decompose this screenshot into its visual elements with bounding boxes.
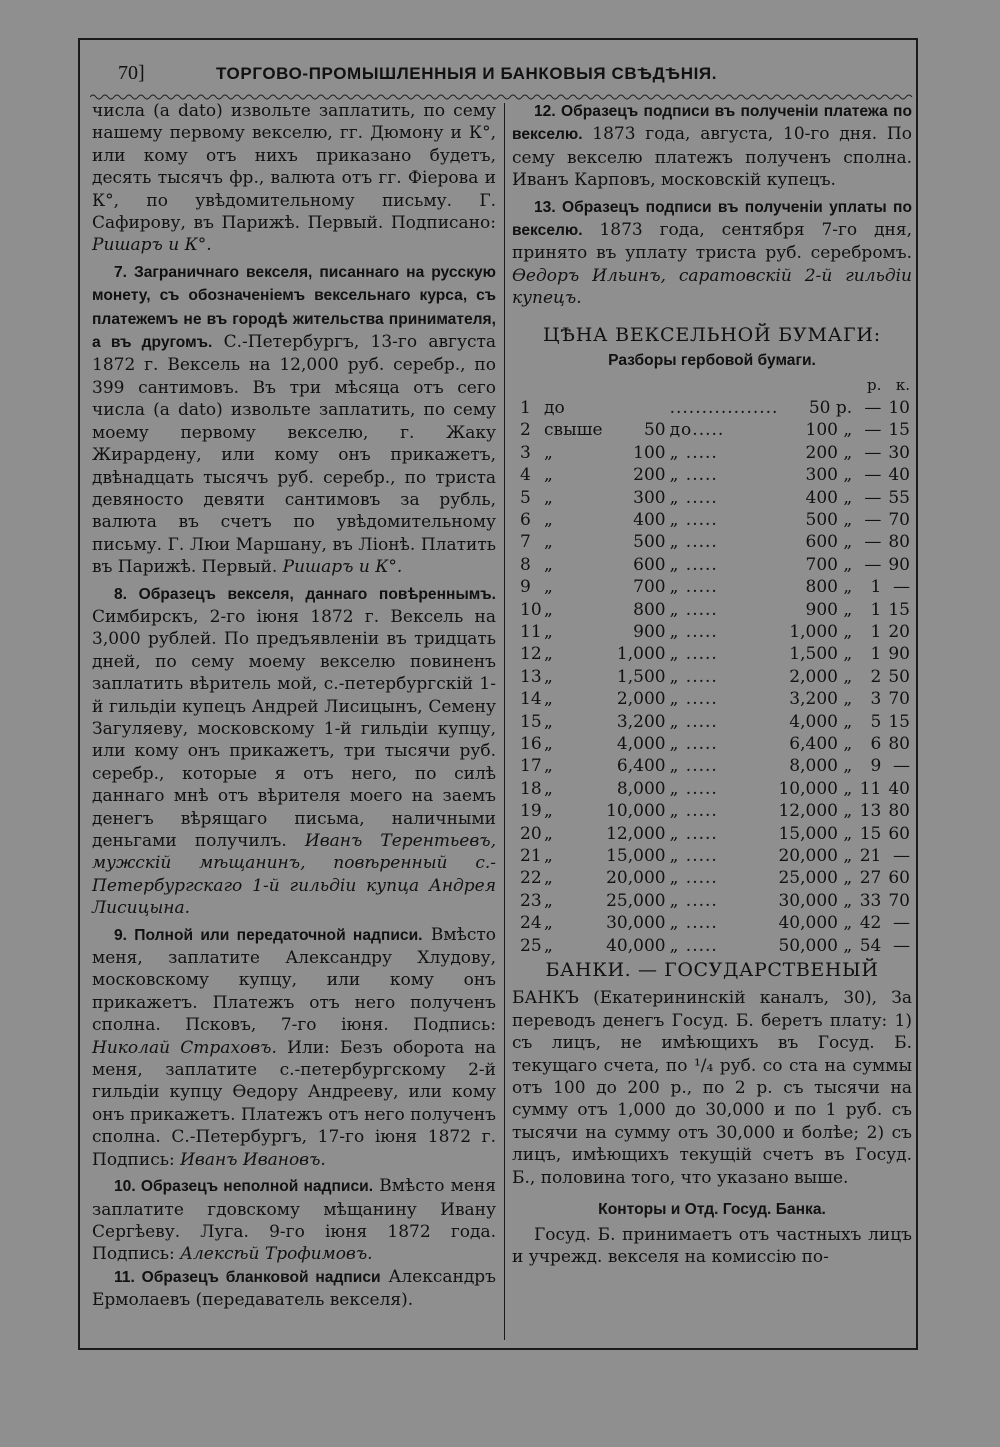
- fee-cell-r: —: [864, 465, 882, 486]
- fee-cell-no: 7: [520, 532, 531, 553]
- fee-table-row: [514, 823, 910, 845]
- fee-table-row: [514, 442, 910, 464]
- fee-cell-mid: „ .....: [669, 621, 718, 642]
- fee-cell-pre: „: [544, 778, 553, 799]
- signature: Ришаръ и К°.: [282, 557, 403, 578]
- fee-cell-r: 9: [870, 756, 882, 777]
- fee-cell-r: 1: [870, 621, 882, 642]
- fee-cell-r: 3: [870, 689, 882, 710]
- fee-cell-r: 42: [859, 913, 882, 934]
- fee-cell-no: 5: [520, 487, 531, 508]
- fee-cell-k: 15: [888, 420, 910, 441]
- section-13: 13. Образецъ подписи въ полученіи уплаты по векселю. 1873 года, сентября 7-го дня, принято въ уплату триста руб. серебромъ. Ѳедоръ Ильинъ, саратовскій 2-й гильдіи купецъ.: [512, 198, 912, 309]
- fee-cell-to: 3,200 „: [789, 689, 853, 710]
- fee-cell-to: 40,000 „: [778, 913, 853, 934]
- fee-cell-to: 300 „: [805, 465, 853, 486]
- fee-cell-r: 1: [870, 577, 882, 598]
- paragraph-continuation: числа (a dato) извольте заплатить, по сему нашему первому векселю, гг. Дюмону и К°, или кому отъ нихъ приказано будетъ, десять тысячъ фр., валюта отъ гг. Фіерова и К°, по увѣдомительному письму. Г. Сафирову, въ Парижѣ. Первый. Подписано: Ришаръ и К°.: [92, 101, 496, 256]
- fee-cell-from: 15,000: [606, 846, 666, 866]
- section-heading: 7. Заграничнаго векселя, писаннаго на русскую монету, съ обозначеніемъ вексельнаго курса, съ платежемъ не въ городѣ жительства принимателя, а въ другомъ.: [92, 263, 496, 352]
- fee-cell-from: [603, 397, 666, 419]
- fee-cell-to: 20,000 „: [778, 846, 853, 866]
- fee-cell-k: 30: [888, 442, 910, 463]
- fee-cell-mid: „ .....: [669, 823, 718, 844]
- fee-cell-mid: „ .....: [669, 846, 718, 866]
- fee-table-row: [514, 733, 910, 755]
- price-section-subtitle: Разборы гербовой бумаги.: [608, 352, 816, 370]
- fee-cell-pre: „: [544, 890, 553, 911]
- fee-cell-no: 6: [520, 509, 531, 530]
- page-number: 70]: [118, 62, 145, 84]
- fee-table-row: [514, 419, 910, 441]
- fee-cell-to: 700 „: [805, 554, 853, 575]
- fee-cell-pre: „: [544, 733, 553, 754]
- fee-cell-to: 15,000 „: [778, 823, 853, 844]
- fee-table-row: [514, 800, 910, 822]
- fee-cell-to: 12,000 „: [778, 801, 853, 822]
- fee-cell-mid: „ .....: [669, 890, 718, 911]
- fee-cell-no: 9: [520, 577, 531, 598]
- fee-cell-from: 50: [643, 420, 666, 441]
- fee-cell-mid: „ .....: [669, 554, 718, 575]
- fee-cell-to: 10,000 „: [778, 778, 853, 799]
- fee-cell-pre: свыше: [544, 420, 603, 441]
- left-column: [92, 100, 496, 1312]
- fee-table-row: [514, 778, 910, 800]
- fee-cell-pre: „: [544, 532, 553, 553]
- fee-cell-mid: до.....: [669, 420, 725, 441]
- fee-table-row: [514, 487, 910, 509]
- fee-cell-pre: „: [544, 689, 553, 710]
- fee-table-row: [514, 531, 910, 553]
- fee-cell-from: 8,000: [616, 778, 666, 799]
- fee-cell-r: —: [864, 442, 882, 463]
- fee-cell-to: 30,000 „: [778, 890, 853, 911]
- fee-cell-no: 23: [520, 890, 542, 911]
- fee-cell-from: 1,500: [616, 666, 666, 687]
- fee-cell-from: 700: [633, 577, 666, 598]
- fee-cell-from: 30,000: [606, 913, 666, 934]
- fee-cell-no: 2: [520, 420, 531, 441]
- fee-cell-no: 1: [520, 397, 531, 418]
- fee-cell-r: 1: [870, 644, 882, 665]
- fee-cell-to: 800 „: [805, 577, 853, 598]
- fee-cell-r: 15: [859, 823, 882, 844]
- page-header: [118, 58, 908, 94]
- fee-cell-from: 20,000: [606, 868, 666, 889]
- fee-cell-to: 8,000 „: [789, 756, 853, 777]
- signature: Алексѣй Трофимовъ.: [180, 1244, 373, 1265]
- fee-cell-from: 10,000: [606, 801, 666, 822]
- fee-cell-no: 13: [520, 666, 542, 687]
- signature: Иванъ Ивановъ.: [180, 1149, 326, 1170]
- fee-cell-k: 40: [888, 465, 910, 486]
- fee-cell-no: 10: [520, 599, 542, 620]
- fee-cell-mid: „ .....: [669, 689, 718, 710]
- fee-cell-k: 60: [888, 823, 910, 844]
- fee-cell-k: —: [893, 756, 910, 777]
- fee-cell-from: 500: [633, 532, 666, 553]
- fee-cell-r: 5: [870, 711, 882, 732]
- fee-cell-k: 55: [888, 487, 910, 508]
- fee-cell-r: 27: [859, 868, 882, 889]
- fee-cell-mid: „ .....: [669, 935, 718, 956]
- fee-cell-pre: „: [544, 465, 553, 486]
- fee-cell-from: 6,400: [616, 756, 666, 777]
- fee-cell-to: 2,000 „: [789, 666, 853, 687]
- fee-cell-mid: „ .....: [669, 666, 718, 687]
- fee-cell-mid: „ .....: [669, 868, 718, 889]
- fee-table-row: [514, 935, 910, 957]
- fee-cell-no: 15: [520, 711, 542, 732]
- fee-cell-r: 11: [859, 778, 882, 799]
- fee-cell-no: 25: [520, 935, 542, 956]
- signature: Ришаръ и К°.: [92, 235, 212, 256]
- fee-cell-mid: „ .....: [669, 913, 718, 934]
- fee-cell-from: 25,000: [606, 890, 666, 911]
- fee-table-row: [514, 464, 910, 486]
- fee-cell-mid: .................: [669, 397, 779, 418]
- fee-cell-k: 70: [888, 509, 910, 530]
- fee-cell-r: —: [864, 487, 882, 508]
- fee-cell-from: 12,000: [606, 823, 666, 844]
- stamp-paper-fee-table: [514, 374, 910, 957]
- fee-cell-to: 500 „: [805, 509, 853, 530]
- fee-cell-from: 100: [633, 442, 666, 463]
- fee-cell-no: 22: [520, 868, 542, 889]
- fee-cell-from: 600: [633, 554, 666, 575]
- column-kopecks-label: к.: [895, 376, 910, 395]
- fee-cell-to: 900 „: [805, 599, 853, 620]
- fee-table-header: [514, 374, 910, 396]
- fee-cell-r: —: [864, 420, 882, 441]
- fee-cell-r: 33: [859, 890, 882, 911]
- fee-cell-pre: „: [544, 599, 553, 620]
- fee-cell-mid: „ .....: [669, 733, 718, 754]
- fee-table-row: [514, 711, 910, 733]
- section-8: 8. Образецъ векселя, даннаго повѣреннымъ. Симбирскъ, 2-го іюня 1872 г. Вексель на 3,000 рублей. По предъявленіи въ тридцать дней, по сему моему векселю повиненъ заплатить вѣритель мой, с.-петербургскій 1-й гильдіи купецъ Андрей Лисицынъ, Семену Загуляеву, московскому 1-й гильдіи купцу, или кому онъ прикажетъ, три тысячи руб. серебр., которые я отъ него, по силѣ даннаго мнѣ отъ вѣрителя моего на заемъ денегъ вѣрящаго письма, наличными деньгами получилъ. Иванъ Терентьевъ, мужскій мѣщанинъ, повѣренный с.-Петербургскаго 1-й гильдіи купца Андрея Лисицына.: [92, 585, 496, 919]
- fee-cell-no: 4: [520, 465, 531, 486]
- fee-cell-k: 70: [888, 689, 910, 710]
- fee-cell-k: —: [893, 846, 910, 866]
- fee-cell-pre: до: [544, 397, 565, 418]
- fee-cell-to: 6,400 „: [789, 733, 853, 754]
- fee-cell-to: 1,500 „: [789, 644, 853, 665]
- fee-cell-no: 16: [520, 733, 542, 754]
- fee-cell-r: 54: [859, 935, 882, 956]
- fee-cell-k: 70: [888, 890, 910, 911]
- fee-table-row: [514, 554, 910, 576]
- fee-cell-r: 2: [870, 666, 882, 687]
- fee-table-row: [514, 755, 910, 777]
- fee-cell-k: 15: [888, 599, 910, 620]
- offices-paragraph: Госуд. Б. принимаетъ отъ частныхъ лицъ и учрежд. векселя на комиссію по-: [512, 1224, 912, 1267]
- fee-cell-no: 3: [520, 442, 531, 463]
- signature: Ѳедоръ Ильинъ, саратовскій 2-й гильдіи купецъ.: [512, 265, 912, 309]
- fee-cell-to: 200 „: [805, 442, 853, 463]
- fee-cell-k: —: [893, 577, 910, 598]
- fee-cell-from: 800: [633, 599, 666, 620]
- fee-cell-pre: „: [544, 621, 553, 642]
- section-heading: 9. Полной или передаточной надписи.: [114, 926, 423, 944]
- fee-table-row: [514, 621, 910, 643]
- fee-cell-to: 400 „: [805, 487, 853, 508]
- fee-table-row: [514, 688, 910, 710]
- fee-cell-to: 4,000 „: [789, 711, 853, 732]
- column-divider: [504, 103, 505, 1340]
- fee-cell-r: —: [864, 554, 882, 575]
- banks-section-title: БАНКИ. — ГОСУДАРСТВЕНЫЙ: [545, 959, 879, 982]
- fee-cell-k: 40: [888, 778, 910, 799]
- fee-cell-k: 90: [888, 554, 910, 575]
- fee-cell-no: 19: [520, 801, 542, 822]
- fee-cell-to: 50,000 „: [778, 935, 853, 956]
- fee-cell-no: 12: [520, 644, 542, 665]
- fee-cell-pre: „: [544, 868, 553, 889]
- fee-table-row: [514, 666, 910, 688]
- fee-cell-no: 18: [520, 778, 542, 799]
- fee-cell-k: 50: [888, 666, 910, 687]
- fee-cell-mid: „ .....: [669, 644, 718, 665]
- fee-table-row: [514, 890, 910, 912]
- state-bank-paragraph: БАНКЪ (Екатерининскій каналъ, 30), За переводъ денегъ Госуд. Б. беретъ плату: 1) съ лицъ, не имѣющихъ въ Госуд. Б. текущаго счета, по ¹/₄ руб. со ста на суммы отъ 100 до 200 р., по 2 р. съ тысячи на сумму отъ 1,000 до 30,000 и по 1 руб. съ тысячи на сумму отъ 30,000 и болѣе; 2) съ лицъ, имѣющихъ текущій счетъ въ Госуд. Б., половина того, что указано выше.: [512, 988, 912, 1188]
- fee-cell-r: 13: [859, 801, 882, 822]
- fee-cell-mid: „ .....: [669, 465, 718, 486]
- fee-cell-pre: „: [544, 666, 553, 687]
- fee-cell-no: 17: [520, 756, 542, 777]
- fee-cell-r: 6: [870, 733, 882, 754]
- fee-cell-r: —: [864, 532, 882, 553]
- fee-cell-k: 80: [888, 532, 910, 553]
- fee-cell-no: 11: [520, 621, 542, 642]
- fee-cell-pre: „: [544, 487, 553, 508]
- signature: Иванъ Терентьевъ, мужскій мѣщанинъ, повѣренный с.-Петербургскаго 1-й гильдіи купца Андрея Лисицына.: [92, 831, 496, 919]
- section-7: 7. Заграничнаго векселя, писаннаго на русскую монету, съ обозначеніемъ вексельнаго курса, съ платежемъ не въ городѣ жительства принимателя, а въ другомъ. С.-Петербургъ, 13-го августа 1872 г. Вексель на 12,000 руб. серебр., по 399 сантимовъ. Въ три мѣсяца отъ сего числа (a dato) извольте заплатить, по сему моему первому векселю, г. Жаку Жирардену, или кому онъ прикажетъ, двѣнадцать тысячъ руб. серебр., по триста девяносто девяти сантимовъ за рубль, валюта въ счетъ по увѣдомительному письму. Г. Люи Маршану, въ Ліонѣ. Платить въ Парижѣ. Первый. Ришаръ и К°.: [92, 263, 497, 578]
- fee-cell-mid: „ .....: [669, 801, 718, 822]
- fee-table-row: [514, 599, 910, 621]
- fee-cell-pre: „: [544, 509, 553, 530]
- running-title: ТОРГОВО-ПРОМЫШЛЕННЫЯ И БАНКОВЫЯ СВѢДѢНІЯ.: [216, 64, 718, 83]
- section-heading: 8. Образецъ векселя, даннаго повѣреннымъ.: [114, 585, 496, 603]
- fee-cell-pre: „: [544, 913, 553, 934]
- fee-cell-no: 8: [520, 554, 531, 575]
- fee-cell-pre: „: [544, 577, 553, 598]
- fee-cell-to: 600 „: [805, 532, 853, 553]
- fee-cell-pre: „: [544, 442, 553, 463]
- fee-cell-from: 40,000: [606, 935, 666, 956]
- fee-cell-mid: „ .....: [669, 599, 718, 620]
- section-heading: 11. Образецъ бланковой надписи: [114, 1268, 381, 1286]
- fee-cell-pre: „: [544, 801, 553, 822]
- offices-subtitle: Конторы и Отд. Госуд. Банка.: [598, 1201, 826, 1219]
- section-9: 9. Полной или передаточной надписи. Вмѣсто меня, заплатите Александру Хлудову, московскому купцу, или кому онъ прикажетъ. Платежъ отъ него полученъ сполна. Псковъ, 7-го іюня. Подпись: Николай Страховъ. Или: Безъ оборота на меня, заплатите с.-петербургскому 2-й гильдіи купцу Ѳедору Андрееву, или кому онъ прикажетъ. Платежъ отъ него полученъ сполна. С.-Петербургъ, 17-го іюня 1872 г. Подпись: Иванъ Ивановъ.: [92, 924, 496, 1170]
- fee-cell-k: —: [893, 913, 910, 934]
- fee-cell-no: 21: [520, 846, 542, 866]
- fee-table-row: [514, 867, 910, 889]
- fee-table-row: [514, 643, 910, 665]
- fee-cell-to: 1,000 „: [789, 621, 853, 642]
- fee-cell-mid: „ .....: [669, 778, 718, 799]
- fee-cell-from: 400: [633, 509, 666, 530]
- fee-cell-mid: „ .....: [669, 442, 718, 463]
- fee-cell-no: 14: [520, 689, 542, 710]
- section-heading: 13. Образецъ подписи въ полученіи уплаты по векселю.: [512, 198, 912, 240]
- fee-cell-k: 80: [888, 733, 910, 754]
- fee-cell-pre: „: [544, 823, 553, 844]
- fee-cell-from: 300: [633, 487, 666, 508]
- fee-cell-k: 60: [888, 868, 910, 889]
- fee-cell-k: 15: [888, 711, 910, 732]
- fee-cell-mid: „ .....: [669, 577, 718, 598]
- fee-table-row: [514, 845, 910, 867]
- fee-table-row: [514, 397, 910, 419]
- fee-cell-to: 100 „: [805, 420, 853, 441]
- section-11: 11. Образецъ бланковой надписи Александръ Ермолаевъ (передаватель векселя).: [92, 1266, 496, 1311]
- fee-cell-no: 20: [520, 823, 542, 844]
- fee-table-row: [514, 576, 910, 598]
- fee-cell-pre: „: [544, 756, 553, 777]
- fee-cell-pre: „: [544, 644, 553, 665]
- fee-cell-k: 10: [888, 397, 910, 418]
- fee-cell-pre: „: [544, 554, 553, 575]
- fee-cell-to: 25,000 „: [778, 868, 853, 889]
- fee-cell-r: 21: [859, 846, 882, 866]
- column-roubles-label: р.: [866, 376, 882, 395]
- fee-cell-pre: „: [544, 711, 553, 732]
- fee-cell-pre: „: [544, 846, 553, 866]
- fee-cell-from: 4,000: [616, 733, 666, 754]
- fee-cell-k: —: [893, 935, 910, 956]
- fee-cell-pre: „: [544, 935, 553, 956]
- section-heading: 10. Образецъ неполной надписи.: [114, 1178, 374, 1196]
- fee-cell-to: 50 р.: [808, 397, 853, 418]
- fee-cell-from: 1,000: [616, 644, 666, 665]
- fee-cell-k: 20: [888, 621, 910, 642]
- fee-cell-k: 90: [888, 644, 910, 665]
- fee-cell-mid: „ .....: [669, 756, 718, 777]
- fee-cell-mid: „ .....: [669, 509, 718, 530]
- price-section-title: ЦѢНА ВЕКСЕЛЬНОЙ БУМАГИ:: [543, 323, 881, 346]
- section-heading: 12. Образецъ подписи въ полученіи платежа по векселю.: [512, 103, 912, 144]
- fee-cell-from: 3,200: [616, 711, 666, 732]
- fee-table-row: [514, 912, 910, 934]
- fee-cell-mid: „ .....: [669, 532, 718, 553]
- fee-cell-k: 80: [888, 801, 910, 822]
- fee-cell-mid: „ .....: [669, 711, 718, 732]
- fee-cell-from: 200: [633, 465, 666, 486]
- fee-cell-mid: „ .....: [669, 487, 718, 508]
- fee-cell-r: 1: [870, 599, 882, 620]
- fee-table-row: [514, 509, 910, 531]
- fee-cell-no: 24: [520, 913, 542, 934]
- section-12: 12. Образецъ подписи въ полученіи платежа по векселю. 1873 года, августа, 10-го дня. По сему векселю платежъ полученъ сполна. Иванъ Карповъ, московскій купецъ.: [512, 103, 912, 191]
- section-10: 10. Образецъ неполной надписи. Вмѣсто меня заплатите гдовскому мѣщанину Ивану Сергѣеву. Луга. 9-го іюня 1872 года. Подпись: Алексѣй Трофимовъ.: [92, 1176, 496, 1265]
- fee-cell-from: 2,000: [616, 689, 666, 710]
- signature: Николай Страховъ.: [92, 1037, 277, 1058]
- fee-cell-r: —: [864, 397, 882, 418]
- fee-cell-r: —: [864, 509, 882, 530]
- right-column: [512, 100, 912, 1268]
- fee-cell-from: 900: [633, 621, 666, 642]
